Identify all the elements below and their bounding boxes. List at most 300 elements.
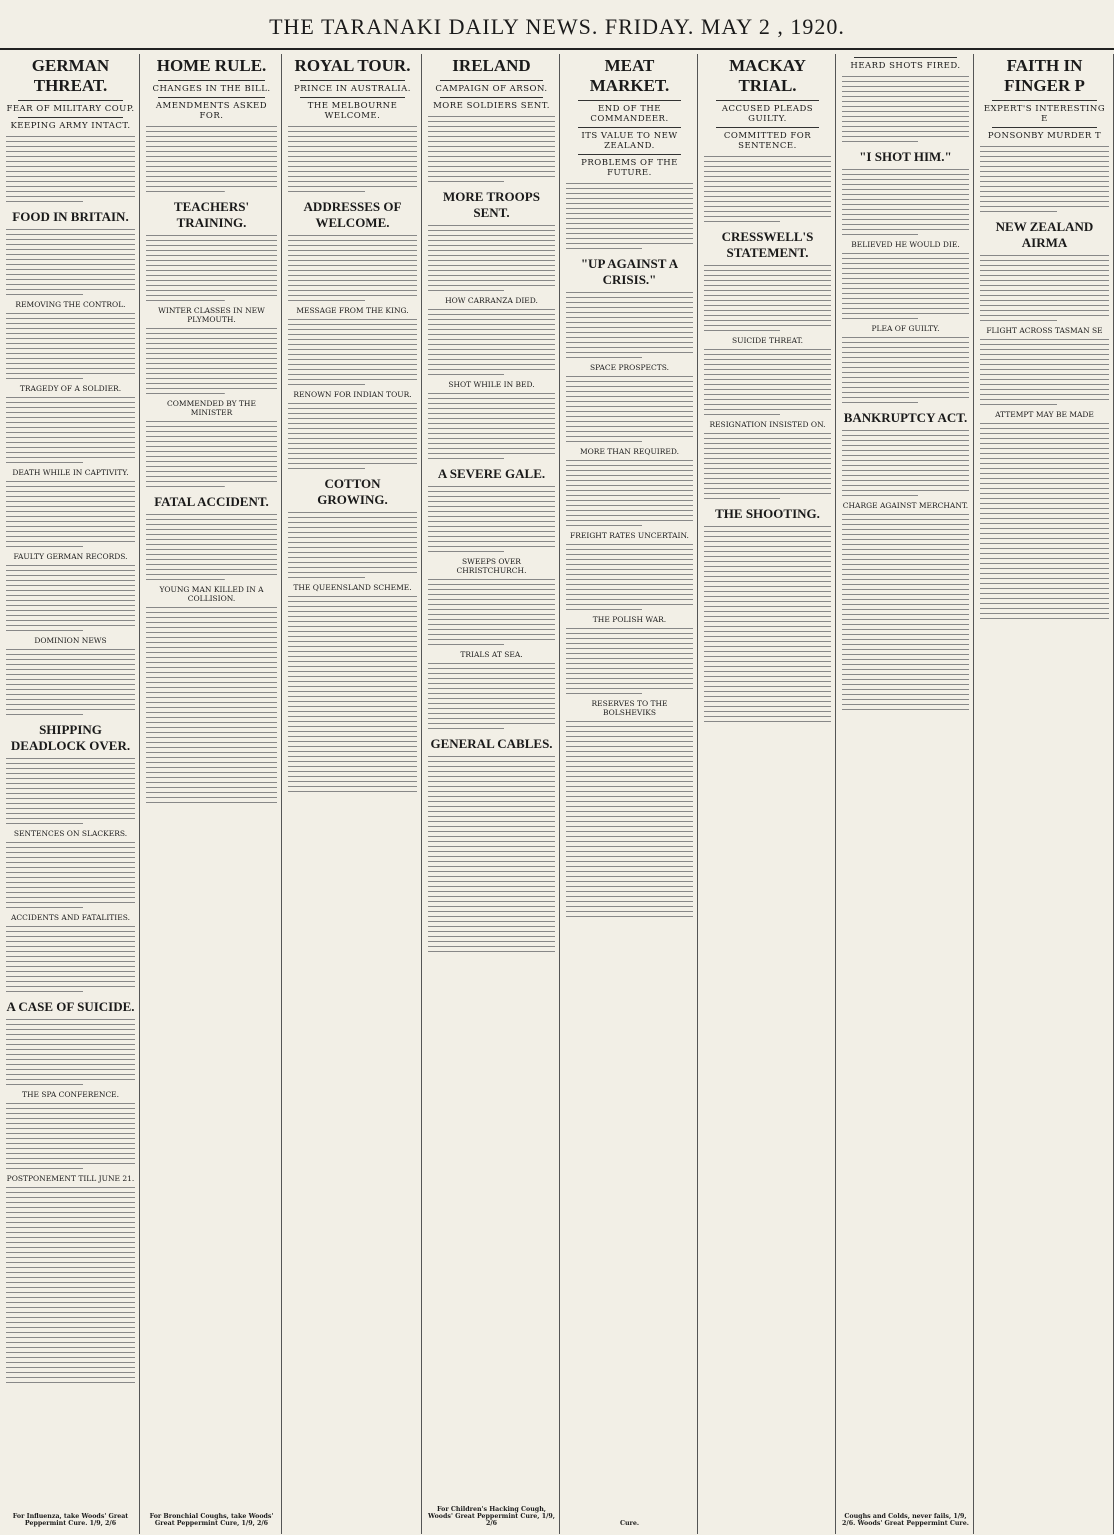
text-line xyxy=(566,819,693,823)
section-heading: SWEEPS OVER CHRISTCHURCH. xyxy=(456,557,527,575)
text-line xyxy=(146,469,277,473)
text-line xyxy=(428,426,555,430)
text-line xyxy=(566,290,693,294)
text-line xyxy=(6,781,135,785)
text-line xyxy=(288,654,417,658)
text-line xyxy=(842,572,969,576)
text-line xyxy=(842,562,969,566)
text-line xyxy=(146,248,277,252)
text-line xyxy=(980,184,1109,188)
text-line xyxy=(428,524,555,528)
text-line xyxy=(288,456,417,460)
text-line xyxy=(6,628,83,632)
text-line xyxy=(428,794,555,798)
text-line xyxy=(704,189,831,193)
text-line xyxy=(146,154,277,158)
text-line xyxy=(288,357,417,361)
text-line xyxy=(6,292,83,296)
text-line xyxy=(146,391,225,395)
text-line xyxy=(428,617,555,621)
text-line xyxy=(566,641,693,645)
text-line xyxy=(288,238,417,242)
text-line xyxy=(288,575,365,579)
text-line xyxy=(842,597,969,601)
text-line xyxy=(288,594,417,598)
text-line xyxy=(842,617,969,621)
text-line xyxy=(146,690,277,694)
text-line xyxy=(6,954,135,958)
text-line xyxy=(428,337,555,341)
rule xyxy=(300,97,405,98)
text-line xyxy=(566,759,693,763)
text-line xyxy=(6,400,135,404)
text-line xyxy=(842,647,969,651)
text-line xyxy=(6,1067,135,1071)
text-line xyxy=(6,539,135,543)
text-line xyxy=(980,283,1109,287)
text-line xyxy=(146,243,277,247)
text-line xyxy=(6,860,135,864)
section-heading: THE QUEENSLAND SCHEME. xyxy=(293,583,412,592)
text-line xyxy=(6,875,135,879)
text-line xyxy=(6,593,135,597)
text-line xyxy=(6,267,135,271)
text-line xyxy=(704,476,831,480)
text-line xyxy=(288,461,417,465)
text-line xyxy=(980,303,1109,307)
text-line xyxy=(6,1285,135,1289)
section-heading: TEACHERS' TRAINING. xyxy=(173,199,250,230)
text-line xyxy=(6,697,135,701)
text-line xyxy=(980,591,1109,595)
rule xyxy=(578,100,681,101)
text-line xyxy=(6,702,135,706)
text-line xyxy=(146,419,277,423)
text-line xyxy=(288,263,417,267)
text-line xyxy=(428,228,555,232)
text-line xyxy=(842,380,969,384)
text-line xyxy=(146,605,277,609)
text-line xyxy=(288,540,417,544)
text-line xyxy=(566,864,693,868)
text-line xyxy=(842,622,969,626)
text-line xyxy=(566,523,642,527)
text-line xyxy=(288,169,417,173)
text-line xyxy=(6,1072,135,1076)
text-line xyxy=(6,1240,135,1244)
text-line xyxy=(704,412,780,416)
text-line xyxy=(6,247,135,251)
masthead-title: THE TARANAKI DAILY NEWS. FRIDAY. MAY 2 , 1920. xyxy=(269,14,845,39)
text-line xyxy=(6,410,135,414)
text-line xyxy=(6,563,135,567)
text-line xyxy=(6,776,135,780)
text-line xyxy=(288,258,417,262)
text-line xyxy=(288,164,417,168)
text-line xyxy=(566,315,693,319)
text-line xyxy=(6,870,135,874)
text-line xyxy=(6,144,135,148)
text-line xyxy=(428,134,555,138)
text-line xyxy=(428,909,555,913)
text-line xyxy=(842,557,969,561)
text-line xyxy=(704,273,831,277)
text-line xyxy=(704,352,831,356)
text-line xyxy=(704,569,831,573)
text-line xyxy=(428,243,555,247)
text-line xyxy=(980,461,1109,465)
rule xyxy=(992,100,1097,101)
text-line xyxy=(980,466,1109,470)
text-line xyxy=(842,124,969,128)
text-line xyxy=(704,362,831,366)
text-line xyxy=(6,272,135,276)
text-line xyxy=(428,529,555,533)
subheading: EXPERT'S INTERESTING E xyxy=(983,104,1106,124)
text-line xyxy=(6,326,135,330)
text-line xyxy=(146,479,277,483)
text-line xyxy=(704,357,831,361)
text-line xyxy=(288,441,417,445)
text-line xyxy=(6,179,135,183)
text-line xyxy=(6,766,135,770)
text-line xyxy=(146,346,277,350)
text-line xyxy=(428,809,555,813)
text-line xyxy=(980,536,1109,540)
text-line xyxy=(842,542,969,546)
text-line xyxy=(146,562,277,566)
text-line xyxy=(566,518,693,522)
text-line xyxy=(6,821,83,825)
text-line xyxy=(146,298,225,302)
text-line xyxy=(428,154,555,158)
text-line xyxy=(842,222,969,226)
text-line xyxy=(288,599,417,603)
text-line xyxy=(428,642,504,646)
text-line xyxy=(566,384,693,388)
text-line xyxy=(566,468,693,472)
text-line xyxy=(428,401,555,405)
text-line xyxy=(146,650,277,654)
text-line xyxy=(288,273,417,277)
text-line xyxy=(288,253,417,257)
text-line xyxy=(146,233,277,237)
column-heading: MEAT MARKET. xyxy=(589,56,670,95)
text-line xyxy=(6,608,135,612)
text-line xyxy=(842,400,918,404)
rule xyxy=(440,80,543,81)
section-heading: SHOT WHILE IN BED. xyxy=(448,380,535,389)
column-c1 xyxy=(2,54,140,1534)
text-line xyxy=(428,283,555,287)
text-line xyxy=(288,709,417,713)
text-line xyxy=(288,624,417,628)
text-line xyxy=(288,719,417,723)
text-line xyxy=(6,959,135,963)
text-line xyxy=(288,714,417,718)
text-line xyxy=(146,484,225,488)
text-line xyxy=(146,238,277,242)
text-line xyxy=(704,644,831,648)
text-line xyxy=(146,124,277,128)
section-heading: SPACE PROSPECTS. xyxy=(589,363,669,372)
text-line xyxy=(288,154,417,158)
text-line xyxy=(6,885,135,889)
text-line xyxy=(566,216,693,220)
text-line xyxy=(6,989,83,993)
text-line xyxy=(146,735,277,739)
text-line xyxy=(566,824,693,828)
text-line xyxy=(428,114,555,118)
text-line xyxy=(146,283,277,287)
section-heading: DOMINION NEWS xyxy=(34,636,107,645)
section-heading: YOUNG MAN KILLED IN A COLLISION. xyxy=(159,585,264,603)
text-line xyxy=(566,799,693,803)
text-line xyxy=(146,780,277,784)
text-line xyxy=(980,596,1109,600)
text-line xyxy=(980,209,1057,213)
text-line xyxy=(842,657,969,661)
text-line xyxy=(704,559,831,563)
text-line xyxy=(704,629,831,633)
text-line xyxy=(288,149,417,153)
text-line xyxy=(6,1250,135,1254)
text-line xyxy=(146,263,277,267)
text-line xyxy=(288,619,417,623)
text-line xyxy=(842,301,969,305)
text-line xyxy=(842,256,969,260)
text-line xyxy=(6,366,135,370)
section-heading: SUICIDE THREAT. xyxy=(732,336,803,345)
text-line xyxy=(704,634,831,638)
text-line xyxy=(288,769,417,773)
text-line xyxy=(980,451,1109,455)
text-line xyxy=(704,179,831,183)
text-line xyxy=(6,667,135,671)
text-line xyxy=(6,1265,135,1269)
text-line xyxy=(842,385,969,389)
text-line xyxy=(146,444,277,448)
text-line xyxy=(980,258,1109,262)
text-line xyxy=(288,159,417,163)
text-line xyxy=(6,455,135,459)
text-line xyxy=(842,390,969,394)
text-line xyxy=(288,278,417,282)
text-line xyxy=(428,789,555,793)
text-line xyxy=(288,510,417,514)
text-line xyxy=(566,241,693,245)
text-line xyxy=(6,460,83,464)
text-line xyxy=(842,582,969,586)
text-line xyxy=(6,1315,135,1319)
text-line xyxy=(566,508,693,512)
column-c4 xyxy=(424,54,560,1534)
text-line xyxy=(288,337,417,341)
text-line xyxy=(566,330,693,334)
text-line xyxy=(428,312,555,316)
text-line xyxy=(428,238,555,242)
text-line xyxy=(704,639,831,643)
text-line xyxy=(566,739,693,743)
section-heading: "I SHOT HIM." xyxy=(859,149,952,164)
text-line xyxy=(704,159,831,163)
text-line xyxy=(428,582,555,586)
text-line xyxy=(980,387,1109,391)
text-line xyxy=(146,189,225,193)
text-line xyxy=(566,409,693,413)
text-line xyxy=(980,586,1109,590)
text-line xyxy=(288,570,417,574)
text-line xyxy=(566,671,693,675)
text-line xyxy=(566,769,693,773)
text-line xyxy=(980,367,1109,371)
text-line xyxy=(842,281,969,285)
text-line xyxy=(566,646,693,650)
text-line xyxy=(146,755,277,759)
text-line xyxy=(566,676,693,680)
text-line xyxy=(6,341,135,345)
text-line xyxy=(428,332,555,336)
text-line xyxy=(566,236,693,240)
text-line xyxy=(6,944,135,948)
text-line xyxy=(6,850,135,854)
text-line xyxy=(6,1375,135,1379)
text-line xyxy=(842,177,969,181)
section-heading: ATTEMPT MAY BE MADE xyxy=(995,410,1094,419)
text-line xyxy=(6,1136,135,1140)
text-line xyxy=(704,529,831,533)
text-line xyxy=(288,664,417,668)
text-line xyxy=(566,191,693,195)
text-line xyxy=(704,659,831,663)
text-line xyxy=(146,620,277,624)
text-line xyxy=(566,597,693,601)
text-line xyxy=(6,1380,135,1384)
text-line xyxy=(428,544,555,548)
text-line xyxy=(288,565,417,569)
text-line xyxy=(980,521,1109,525)
text-line xyxy=(842,261,969,265)
text-line xyxy=(428,411,555,415)
text-line xyxy=(566,681,693,685)
text-line xyxy=(842,443,969,447)
text-line xyxy=(566,666,693,670)
text-line xyxy=(566,834,693,838)
text-line xyxy=(980,491,1109,495)
text-line xyxy=(428,549,504,553)
subheading: COMMITTED FOR SENTENCE. xyxy=(723,131,812,151)
text-line xyxy=(146,665,277,669)
text-line xyxy=(704,377,831,381)
text-line xyxy=(428,949,555,953)
text-line xyxy=(6,1037,135,1041)
text-line xyxy=(566,829,693,833)
text-line xyxy=(6,672,135,676)
text-line xyxy=(6,1295,135,1299)
text-line xyxy=(980,179,1109,183)
text-line xyxy=(842,340,969,344)
text-line xyxy=(6,504,135,508)
text-line xyxy=(6,682,135,686)
text-line xyxy=(704,446,831,450)
text-line xyxy=(704,664,831,668)
text-line xyxy=(6,1330,135,1334)
text-line xyxy=(704,293,831,297)
text-line xyxy=(146,795,277,799)
text-line xyxy=(288,317,417,321)
text-line xyxy=(288,789,417,793)
text-line xyxy=(288,679,417,683)
text-line xyxy=(842,355,969,359)
text-line xyxy=(428,632,555,636)
text-line xyxy=(566,562,693,566)
text-line xyxy=(566,478,693,482)
text-line xyxy=(704,669,831,673)
text-line xyxy=(980,377,1109,381)
text-line xyxy=(428,327,555,331)
text-line xyxy=(566,582,693,586)
text-line xyxy=(6,1305,135,1309)
text-line xyxy=(704,194,831,198)
text-line xyxy=(842,522,969,526)
text-line xyxy=(146,174,277,178)
section-heading: WINTER CLASSES IN NEW PLYMOUTH. xyxy=(158,306,265,324)
text-line xyxy=(6,1355,135,1359)
subheading: HEARD SHOTS FIRED. xyxy=(850,61,961,71)
text-line xyxy=(428,602,555,606)
text-line xyxy=(842,687,969,691)
text-line xyxy=(704,397,831,401)
subheading: KEEPING ARMY INTACT. xyxy=(10,121,131,131)
text-line xyxy=(566,503,693,507)
text-line xyxy=(566,719,693,723)
text-line xyxy=(6,647,135,651)
text-line xyxy=(6,1370,135,1374)
text-line xyxy=(6,1156,135,1160)
text-line xyxy=(980,253,1109,257)
text-line xyxy=(428,944,555,948)
text-line xyxy=(428,681,555,685)
text-line xyxy=(842,192,969,196)
section-heading: BELIEVED HE WOULD DIE. xyxy=(851,240,960,249)
text-line xyxy=(6,1131,135,1135)
text-line xyxy=(146,449,277,453)
text-line xyxy=(146,512,277,516)
text-line xyxy=(704,263,831,267)
text-line xyxy=(842,360,969,364)
text-line xyxy=(566,335,693,339)
text-line xyxy=(980,298,1109,302)
text-line xyxy=(6,1047,135,1051)
rule xyxy=(18,117,123,118)
text-line xyxy=(980,421,1109,425)
text-line xyxy=(842,345,969,349)
section-heading: SHIPPING DEADLOCK OVER. xyxy=(10,722,131,753)
text-line xyxy=(842,109,969,113)
text-line xyxy=(842,468,969,472)
text-line xyxy=(288,189,365,193)
text-line xyxy=(428,592,555,596)
rule xyxy=(716,127,819,128)
text-line xyxy=(6,939,135,943)
section-heading: MESSAGE FROM THE KING. xyxy=(296,306,409,315)
text-line xyxy=(704,549,831,553)
text-line xyxy=(6,840,135,844)
text-line xyxy=(566,794,693,798)
text-line xyxy=(146,710,277,714)
text-line xyxy=(428,671,555,675)
text-line xyxy=(6,1215,135,1219)
